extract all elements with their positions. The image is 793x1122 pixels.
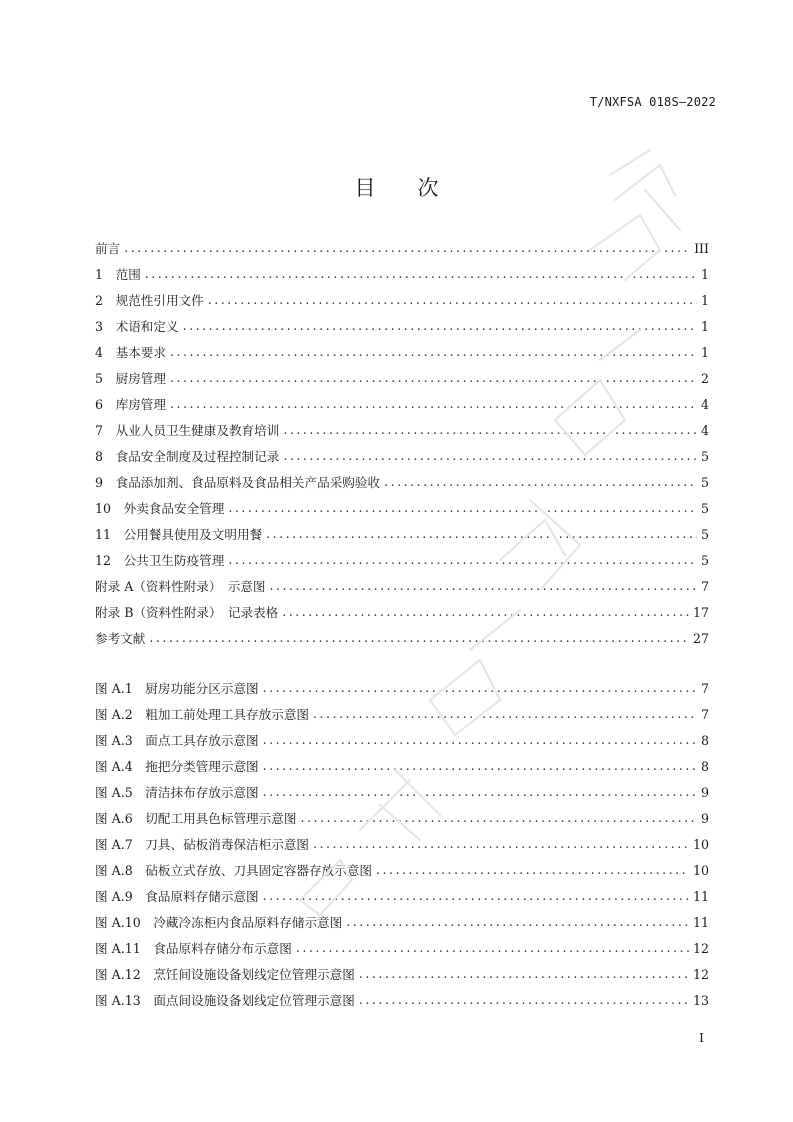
toc-entry-page: 4 [700, 423, 709, 438]
figure-entry-a1[interactable] [95, 678, 709, 704]
toc-entry-label: 6 库房管理 [95, 397, 166, 412]
figure-entry-page: 13 [692, 993, 709, 1008]
toc-entry-11[interactable] [95, 524, 709, 550]
toc-entry-9[interactable] [95, 472, 709, 498]
toc-entry-label: 9 食品添加剂、食品原料及食品相关产品采购验收 [95, 475, 381, 490]
dot-leader [228, 500, 697, 515]
toc-entry-label: 7 从业人员卫生健康及教育培训 [95, 423, 280, 438]
toc-entry-12[interactable] [95, 550, 709, 576]
dot-leader [170, 396, 697, 411]
toc-entry-page: 1 [700, 319, 709, 334]
figure-entry-label: 图 A.6 切配工用具色标管理示意图 [95, 811, 297, 826]
toc-entry-label: 3 术语和定义 [95, 319, 179, 334]
figure-entry-a9[interactable] [95, 886, 709, 912]
dot-leader [183, 318, 697, 333]
toc-entry-label: 8 食品安全制度及过程控制记录 [95, 449, 280, 464]
figure-entry-a12[interactable] [95, 964, 709, 990]
figure-entry-label: 图 A.7 刀具、砧板消毒保洁柜示意图 [95, 837, 310, 852]
figure-entry-label: 图 A.11 食品原料存储分布示意图 [95, 941, 292, 956]
dot-leader [263, 784, 697, 799]
dot-leader [263, 680, 697, 695]
dot-leader [149, 630, 689, 645]
dot-leader [283, 448, 697, 463]
figure-entry-a4[interactable] [95, 756, 709, 782]
dot-leader [170, 344, 697, 359]
dot-leader [313, 706, 697, 721]
toc-entry-page: 5 [700, 553, 709, 568]
toc-entry-page: 5 [700, 449, 709, 464]
toc-entry-references[interactable] [95, 628, 709, 654]
toc-entry-appendix-a[interactable] [95, 576, 709, 602]
toc-entry-label: 附录 A（资料性附录） 示意图 [95, 579, 266, 594]
toc-entry-8[interactable] [95, 446, 709, 472]
dot-leader [283, 422, 697, 437]
figure-entry-label: 图 A.12 烹饪间设施设备划线定位管理示意图 [95, 967, 355, 982]
figure-entry-label: 图 A.9 食品原料存储示意图 [95, 889, 259, 904]
figure-entry-a10[interactable] [95, 912, 709, 938]
figure-entry-label: 图 A.8 砧板立式存放、刀具固定容器存放示意图 [95, 863, 372, 878]
toc-entry-page: 17 [692, 605, 709, 620]
toc-entry-page: 7 [700, 579, 709, 594]
figure-entry-label: 图 A.1 厨房功能分区示意图 [95, 681, 259, 696]
dot-leader [376, 862, 689, 877]
toc-entry-label: 12 公共卫生防疫管理 [95, 553, 225, 568]
dot-leader [270, 578, 697, 593]
toc-entry-page: 1 [700, 267, 709, 282]
figure-entry-label: 图 A.13 面点间设施设备划线定位管理示意图 [95, 993, 355, 1008]
figure-entry-page: 12 [692, 967, 709, 982]
toc-entry-6[interactable] [95, 394, 709, 420]
toc-entry-7[interactable] [95, 420, 709, 446]
toc-entry-appendix-b[interactable] [95, 602, 709, 628]
toc-entry-label: 4 基本要求 [95, 345, 166, 360]
toc-entry-page: III [694, 241, 709, 256]
toc-entry-10[interactable] [95, 498, 709, 524]
figure-entry-label: 图 A.3 面点工具存放示意图 [95, 733, 259, 748]
figure-entry-label: 图 A.4 拖把分类管理示意图 [95, 759, 259, 774]
figure-entry-label: 图 A.10 冷藏冷冻柜内食品原料存储示意图 [95, 915, 343, 930]
dot-leader [124, 240, 690, 255]
dot-leader [263, 888, 689, 903]
figure-entry-label: 图 A.2 粗加工前处理工具存放示意图 [95, 707, 310, 722]
figure-entry-a7[interactable] [95, 834, 709, 860]
figure-entry-page: 10 [692, 837, 709, 852]
figure-entry-a8[interactable] [95, 860, 709, 886]
figure-entry-page: 11 [692, 915, 709, 930]
figure-entry-a2[interactable] [95, 704, 709, 730]
dot-leader [263, 758, 697, 773]
figure-entry-page: 11 [692, 889, 709, 904]
dot-leader [384, 474, 697, 489]
toc-entry-page: 5 [700, 475, 709, 490]
toc-entry-label: 11 公用餐具使用及文明用餐 [95, 527, 263, 542]
figure-entry-page: 8 [700, 733, 709, 748]
figure-entry-page: 12 [692, 941, 709, 956]
table-of-contents [95, 238, 709, 654]
toc-entry-label: 参考文献 [95, 631, 146, 646]
toc-entry-label: 1 范围 [95, 267, 141, 282]
dot-leader [346, 914, 689, 929]
toc-entry-label: 2 规范性引用文件 [95, 293, 204, 308]
page-number: I [699, 1030, 704, 1045]
toc-entry-label: 附录 B（资料性附录） 记录表格 [95, 605, 279, 620]
figure-entry-page: 8 [700, 759, 709, 774]
dot-leader [282, 604, 689, 619]
figure-entry-label: 图 A.5 清洁抹布存放示意图 [95, 785, 259, 800]
dot-leader [296, 940, 689, 955]
dot-leader [263, 732, 697, 747]
figure-entry-page: 7 [700, 707, 709, 722]
toc-title [0, 172, 793, 202]
dot-leader [145, 266, 697, 281]
dot-leader [313, 836, 689, 851]
toc-entry-3[interactable] [95, 316, 709, 342]
dot-leader [228, 552, 697, 567]
dot-leader [359, 966, 689, 981]
toc-entry-foreword[interactable] [95, 238, 709, 264]
toc-entry-page: 4 [700, 397, 709, 412]
toc-entry-page: 5 [700, 501, 709, 516]
dot-leader [170, 370, 697, 385]
figure-entry-page: 10 [692, 863, 709, 878]
figure-entry-a11[interactable] [95, 938, 709, 964]
dot-leader [359, 992, 689, 1007]
toc-title-char-2: 次 [417, 176, 439, 200]
toc-entry-4[interactable] [95, 342, 709, 368]
toc-entry-page: 5 [700, 527, 709, 542]
dot-leader [300, 810, 697, 825]
toc-entry-label: 5 厨房管理 [95, 371, 166, 386]
toc-entry-page: 1 [700, 345, 709, 360]
figure-entry-a13[interactable] [95, 990, 709, 1016]
dot-leader [208, 292, 697, 307]
toc-entry-2[interactable] [95, 290, 709, 316]
figure-entry-a6[interactable] [95, 808, 709, 834]
figure-entry-a5[interactable] [95, 782, 709, 808]
toc-entry-page: 2 [700, 371, 709, 386]
toc-title-char-1: 目 [354, 176, 376, 200]
figure-entry-page: 9 [700, 811, 709, 826]
toc-entry-1[interactable] [95, 264, 709, 290]
figure-entry-a3[interactable] [95, 730, 709, 756]
toc-entry-page: 1 [700, 293, 709, 308]
dot-leader [266, 526, 697, 541]
toc-entry-5[interactable] [95, 368, 709, 394]
list-of-figures [95, 678, 709, 1016]
toc-entry-label: 前言 [95, 241, 121, 256]
document-code: T/NXFSA 018S—2022 [589, 95, 716, 109]
toc-entry-page: 27 [692, 631, 709, 646]
toc-entry-label: 10 外卖食品安全管理 [95, 501, 225, 516]
figure-entry-page: 7 [700, 681, 709, 696]
figure-entry-page: 9 [700, 785, 709, 800]
